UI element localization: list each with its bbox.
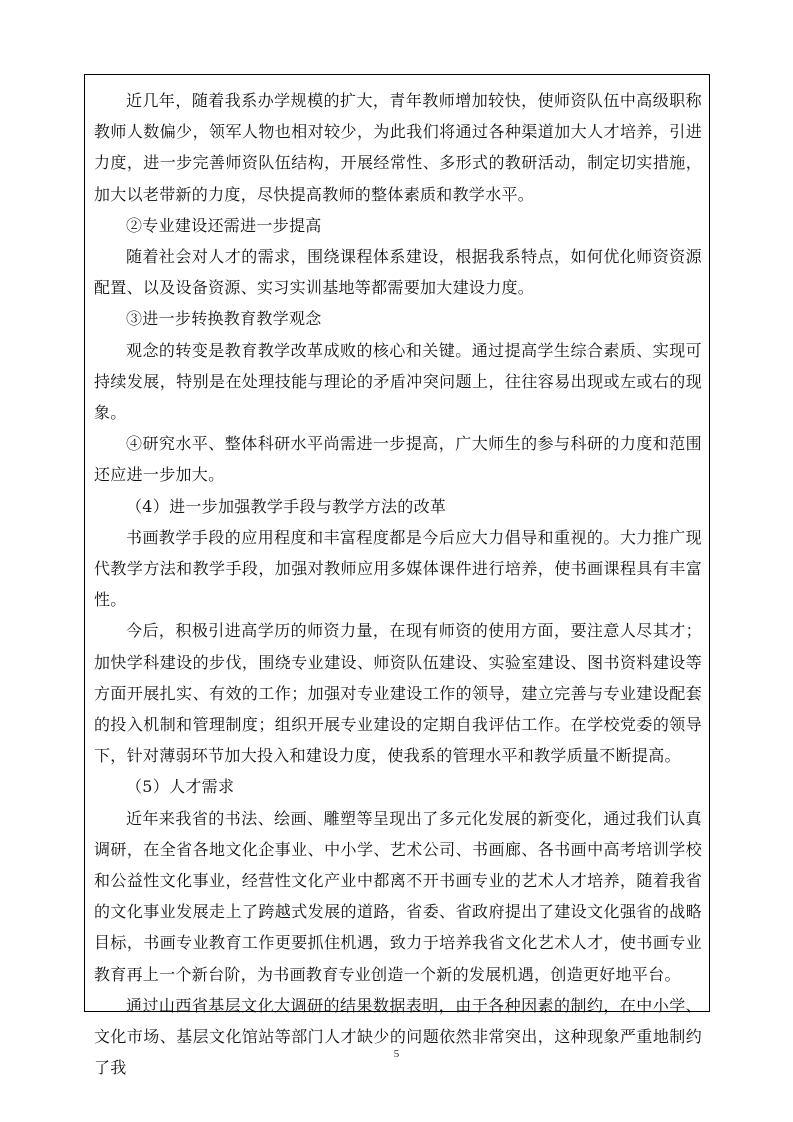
paragraph-faculty-growth: 近几年，随着我系办学规模的扩大，青年教师增加较快，使师资队伍中高级职称教师人数偏少，领军人物也相对较少，为此我们将通过各种渠道加大人才培养，引进力度，进一步完善师资队伍结构，开展经常性、多形式的教研活动，制定切实措施，加大以老带新的力度，尽快提高教师的整体素质和教学水平。 xyxy=(94,91,702,204)
paragraph-concept-change: 观念的转变是教育教学改革成败的核心和关键。通过提高学生综合素质、实现可持续发展，特别是在处理技能与理论的矛盾冲突问题上，往往容易出现或左或右的现象。 xyxy=(94,340,702,423)
paragraph-future-plans: 今后，积极引进高学历的师资力量，在现有师资的使用方面，要注意人尽其才；加快学科建设的步伐，围绕专业建设、师资队伍建设、实验室建设、图书资料建设等方面开展扎实、有效的工作；加强对专业建设工作的领导，建立完善与专业建设配套的投入机制和管理制度；组织开展专业建设的定期自我评估工作。在学校党委的领导下，针对薄弱环节加大投入和建设力度，使我系的管理水平和教学质量不断提高。 xyxy=(94,621,702,766)
paragraph-specialty-construction: 随着社会对人才的需求，围绕课程体系建设，根据我系特点，如何优化师资资源配置、以及设备资源、实习实训基地等都需要加大建设力度。 xyxy=(94,247,702,298)
point-4-paragraph: ④研究水平、整体科研水平尚需进一步提高，广大师生的参与科研的力度和范围还应进一步加大。 xyxy=(94,434,702,485)
point-3-heading: ③进一步转换教育教学观念 xyxy=(126,309,322,329)
section-4-heading: （4）进一步加强教学手段与教学方法的改革 xyxy=(126,496,447,516)
paragraph-teaching-means: 书画教学手段的应用程度和丰富程度都是今后应大力倡导和重视的。大力推广现代教学方法和教学手段，加强对教师应用多媒体课件进行培养，使书画课程具有丰富性。 xyxy=(94,527,702,610)
point-2-heading: ②专业建设还需进一步提高 xyxy=(126,215,322,235)
paragraph-talent-demand: 近年来我省的书法、绘画、雕塑等呈现出了多元化发展的新变化，通过我们认真调研，在全省各地文化企事业、中小学、艺术公司、书画廊、各书画中高考培训学校和公益性文化事业，经营性文化产业中都离不开书画专业的艺术人才培养，随着我省的文化事业发展走上了跨越式发展的道路，省委、省政府提出了建设文化强省的战略目标，书画专业教育工作更要抓住机遇，致力于培养我省文化艺术人才，使书画专业教育再上一个新台阶，为书画教育专业创造一个新的发展机遇，创造更好地平台。 xyxy=(94,808,702,984)
document-body xyxy=(94,85,702,1084)
page-number: 5 xyxy=(393,1048,400,1060)
paragraph-survey-results: 通过山西省基层文化大调研的结果数据表明，由于各种因素的制约，在中小学、文化市场、基层文化馆站等部门人才缺少的问题依然非常突出，这种现象严重地制约了我 xyxy=(94,995,702,1078)
section-5-heading: （5）人才需求 xyxy=(126,777,235,797)
